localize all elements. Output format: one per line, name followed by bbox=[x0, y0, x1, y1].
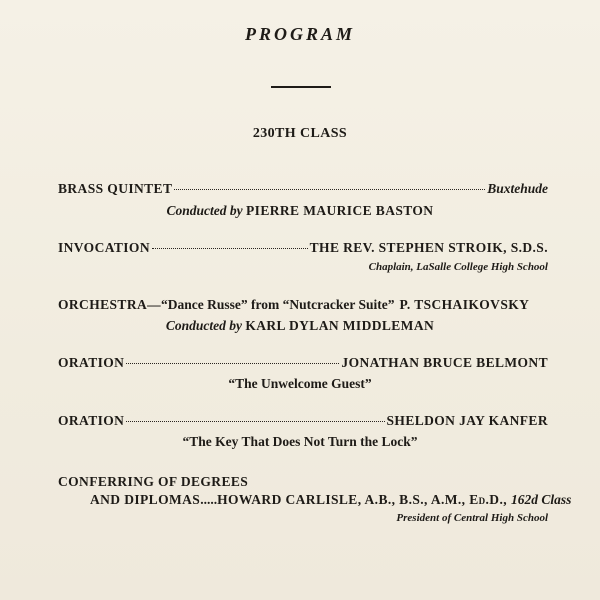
program-item-diplomas bbox=[90, 492, 572, 508]
program-item-invocation bbox=[58, 240, 548, 256]
piece-title: “Dance Russe” from “Nutcracker Suite” bbox=[161, 297, 395, 312]
class-heading: 230TH CLASS bbox=[252, 126, 348, 141]
conducted-by-label: Conducted by bbox=[166, 203, 243, 218]
page-title: PROGRAM bbox=[244, 24, 355, 44]
leader-dots bbox=[126, 363, 339, 364]
item-label: BRASS QUINTET bbox=[58, 181, 173, 196]
performer-note: President of Central High School bbox=[396, 512, 548, 524]
oration-title: “The Key That Does Not Turn the Lock” bbox=[182, 434, 418, 449]
item-performer: Buxtehude bbox=[487, 181, 548, 196]
item-label: ORATION bbox=[58, 355, 125, 370]
item-performer: SHELDON JAY KANFER bbox=[386, 413, 548, 428]
program-item-conferring-degrees bbox=[58, 474, 548, 490]
item-label-continued: AND DIPLOMAS bbox=[90, 492, 201, 507]
item-performer: HOWARD CARLISLE, A.B., B.S., A.M., Ed.D., bbox=[217, 492, 508, 507]
class-note: 162d Class bbox=[511, 492, 572, 507]
item-performer: JONATHAN BRUCE BELMONT bbox=[341, 355, 548, 370]
item-performer: THE REV. STEPHEN STROIK, S.D.S. bbox=[309, 240, 548, 255]
leader-dots bbox=[126, 421, 384, 422]
program-item-brass-quintet bbox=[58, 181, 548, 197]
item-label: CONFERRING OF DEGREES bbox=[58, 474, 249, 489]
program-item-oration-1 bbox=[58, 355, 548, 371]
item-label: INVOCATION bbox=[58, 240, 150, 255]
leader-dots: ..... bbox=[200, 492, 218, 507]
conductor-name: PIERRE MAURICE BASTON bbox=[246, 203, 434, 218]
oration-title: “The Unwelcome Guest” bbox=[228, 376, 372, 391]
program-item-orchestra bbox=[58, 297, 550, 313]
conductor-name: KARL DYLAN MIDDLEMAN bbox=[245, 318, 435, 333]
conductor-line bbox=[0, 203, 600, 219]
program-item-oration-2 bbox=[58, 413, 548, 429]
title-rule bbox=[271, 86, 331, 88]
conductor-line bbox=[0, 318, 600, 334]
leader-dots bbox=[152, 248, 308, 249]
conducted-by-label: Conducted by bbox=[165, 318, 242, 333]
performer-note: Chaplain, LaSalle College High School bbox=[368, 261, 548, 273]
leader-dots bbox=[174, 189, 485, 190]
item-label: ORCHESTRA— bbox=[58, 297, 162, 312]
item-label: ORATION bbox=[58, 413, 125, 428]
composer: P. TSCHAIKOVSKY bbox=[399, 297, 530, 312]
